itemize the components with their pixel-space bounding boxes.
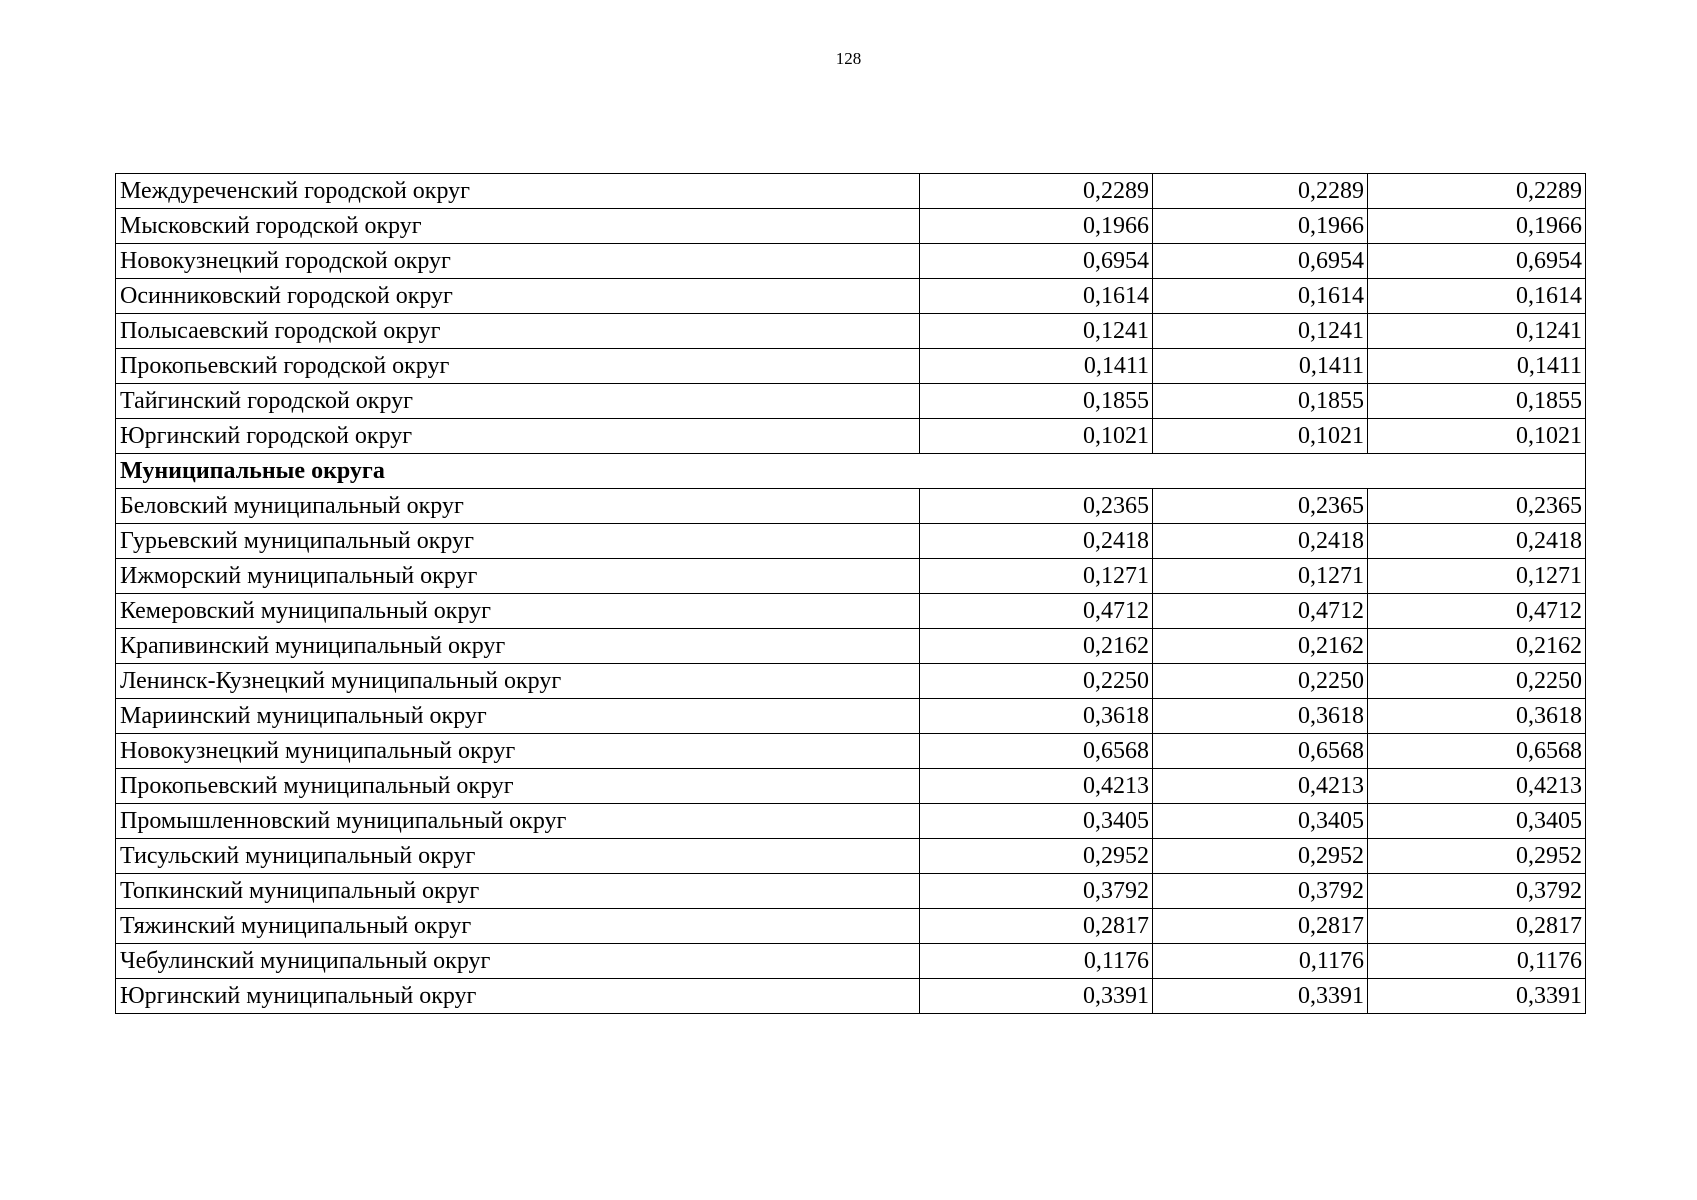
municipality-name: Гурьевский муниципальный округ	[116, 524, 920, 559]
table-row	[116, 419, 1586, 454]
table-row	[116, 839, 1586, 874]
coefficient-value: 0,1021	[1153, 419, 1368, 454]
municipality-name: Крапивинский муниципальный округ	[116, 629, 920, 664]
municipality-name: Новокузнецкий муниципальный округ	[116, 734, 920, 769]
coefficient-value: 0,1241	[920, 314, 1153, 349]
coefficient-value: 0,1241	[1153, 314, 1368, 349]
coefficient-value: 0,2418	[920, 524, 1153, 559]
coefficient-value: 0,1021	[1368, 419, 1586, 454]
coefficient-value: 0,6954	[920, 244, 1153, 279]
coefficient-value: 0,2250	[1153, 664, 1368, 699]
municipality-name: Прокопьевский муниципальный округ	[116, 769, 920, 804]
coefficient-value: 0,1614	[920, 279, 1153, 314]
table-row	[116, 559, 1586, 594]
municipality-name: Междуреченский городской округ	[116, 174, 920, 209]
coefficient-value: 0,1966	[1153, 209, 1368, 244]
coefficient-value: 0,3792	[920, 874, 1153, 909]
table-row	[116, 804, 1586, 839]
table-row	[116, 664, 1586, 699]
table-row	[116, 734, 1586, 769]
coefficient-value: 0,2952	[1368, 839, 1586, 874]
coefficient-value: 0,1855	[920, 384, 1153, 419]
coefficient-value: 0,4213	[920, 769, 1153, 804]
coefficient-value: 0,2365	[920, 489, 1153, 524]
coefficient-value: 0,2250	[920, 664, 1153, 699]
municipality-name: Полысаевский городской округ	[116, 314, 920, 349]
table-row	[116, 874, 1586, 909]
coefficient-value: 0,2162	[920, 629, 1153, 664]
table-row	[116, 524, 1586, 559]
municipality-name: Ленинск-Кузнецкий муниципальный округ	[116, 664, 920, 699]
coefficient-value: 0,2365	[1153, 489, 1368, 524]
coefficient-value: 0,4712	[1153, 594, 1368, 629]
municipality-name: Осинниковский городской округ	[116, 279, 920, 314]
table-row	[116, 314, 1586, 349]
section-header-row	[116, 454, 1586, 489]
coefficient-value: 0,2817	[920, 909, 1153, 944]
municipality-name: Кемеровский муниципальный округ	[116, 594, 920, 629]
municipality-name: Тяжинский муниципальный округ	[116, 909, 920, 944]
table-row	[116, 909, 1586, 944]
table-row	[116, 489, 1586, 524]
coefficient-value: 0,2365	[1368, 489, 1586, 524]
table-row	[116, 244, 1586, 279]
coefficient-value: 0,2952	[1153, 839, 1368, 874]
municipality-name: Промышленновский муниципальный округ	[116, 804, 920, 839]
table-body	[116, 174, 1586, 1014]
coefficient-value: 0,1614	[1368, 279, 1586, 314]
coefficient-value: 0,6568	[920, 734, 1153, 769]
municipality-name: Чебулинский муниципальный округ	[116, 944, 920, 979]
table-row	[116, 594, 1586, 629]
coefficient-value: 0,3391	[1368, 979, 1586, 1014]
coefficients-table	[115, 173, 1586, 1014]
coefficient-value: 0,4712	[1368, 594, 1586, 629]
municipality-name: Новокузнецкий городской округ	[116, 244, 920, 279]
table-row	[116, 979, 1586, 1014]
coefficient-value: 0,6954	[1153, 244, 1368, 279]
coefficient-value: 0,4712	[920, 594, 1153, 629]
coefficient-value: 0,6568	[1368, 734, 1586, 769]
table-row	[116, 699, 1586, 734]
coefficient-value: 0,6954	[1368, 244, 1586, 279]
coefficient-value: 0,3405	[920, 804, 1153, 839]
coefficient-value: 0,1966	[920, 209, 1153, 244]
coefficient-value: 0,1411	[1153, 349, 1368, 384]
coefficient-value: 0,1411	[920, 349, 1153, 384]
coefficient-value: 0,2162	[1368, 629, 1586, 664]
municipality-name: Тайгинский городской округ	[116, 384, 920, 419]
coefficient-value: 0,3618	[1368, 699, 1586, 734]
coefficient-value: 0,1176	[1368, 944, 1586, 979]
coefficient-value: 0,2250	[1368, 664, 1586, 699]
coefficient-value: 0,1176	[920, 944, 1153, 979]
table-row	[116, 384, 1586, 419]
coefficient-value: 0,6568	[1153, 734, 1368, 769]
coefficient-value: 0,1855	[1368, 384, 1586, 419]
coefficient-value: 0,1021	[920, 419, 1153, 454]
coefficient-value: 0,3391	[920, 979, 1153, 1014]
coefficient-value: 0,2289	[1368, 174, 1586, 209]
table-row	[116, 944, 1586, 979]
coefficient-value: 0,1966	[1368, 209, 1586, 244]
municipality-name: Ижморский муниципальный округ	[116, 559, 920, 594]
coefficient-value: 0,2418	[1368, 524, 1586, 559]
coefficient-value: 0,3618	[1153, 699, 1368, 734]
coefficient-value: 0,3405	[1153, 804, 1368, 839]
coefficient-value: 0,1411	[1368, 349, 1586, 384]
coefficient-value: 0,2162	[1153, 629, 1368, 664]
coefficient-value: 0,3618	[920, 699, 1153, 734]
coefficient-value: 0,4213	[1153, 769, 1368, 804]
municipality-name: Юргинский городской округ	[116, 419, 920, 454]
coefficient-value: 0,3792	[1368, 874, 1586, 909]
coefficient-value: 0,3391	[1153, 979, 1368, 1014]
coefficient-value: 0,2418	[1153, 524, 1368, 559]
coefficient-value: 0,1241	[1368, 314, 1586, 349]
coefficient-value: 0,2817	[1153, 909, 1368, 944]
municipality-name: Тисульский муниципальный округ	[116, 839, 920, 874]
municipality-name: Мариинский муниципальный округ	[116, 699, 920, 734]
table-row	[116, 279, 1586, 314]
table-row	[116, 769, 1586, 804]
table-row	[116, 629, 1586, 664]
coefficient-value: 0,2952	[920, 839, 1153, 874]
coefficient-value: 0,2289	[1153, 174, 1368, 209]
table-row	[116, 174, 1586, 209]
municipality-name: Мысковский городской округ	[116, 209, 920, 244]
coefficient-value: 0,2289	[920, 174, 1153, 209]
coefficient-value: 0,3405	[1368, 804, 1586, 839]
municipality-name: Беловский муниципальный округ	[116, 489, 920, 524]
table-row	[116, 209, 1586, 244]
table-row	[116, 349, 1586, 384]
coefficient-value: 0,1271	[1368, 559, 1586, 594]
coefficient-value: 0,2817	[1368, 909, 1586, 944]
section-title: Муниципальные округа	[116, 454, 1586, 489]
coefficient-value: 0,1271	[920, 559, 1153, 594]
coefficient-value: 0,1271	[1153, 559, 1368, 594]
coefficient-value: 0,3792	[1153, 874, 1368, 909]
municipality-name: Топкинский муниципальный округ	[116, 874, 920, 909]
coefficient-value: 0,1176	[1153, 944, 1368, 979]
municipality-name: Юргинский муниципальный округ	[116, 979, 920, 1014]
municipality-name: Прокопьевский городской округ	[116, 349, 920, 384]
coefficient-value: 0,1614	[1153, 279, 1368, 314]
page-number: 128	[835, 49, 862, 68]
coefficient-value: 0,1855	[1153, 384, 1368, 419]
coefficient-value: 0,4213	[1368, 769, 1586, 804]
